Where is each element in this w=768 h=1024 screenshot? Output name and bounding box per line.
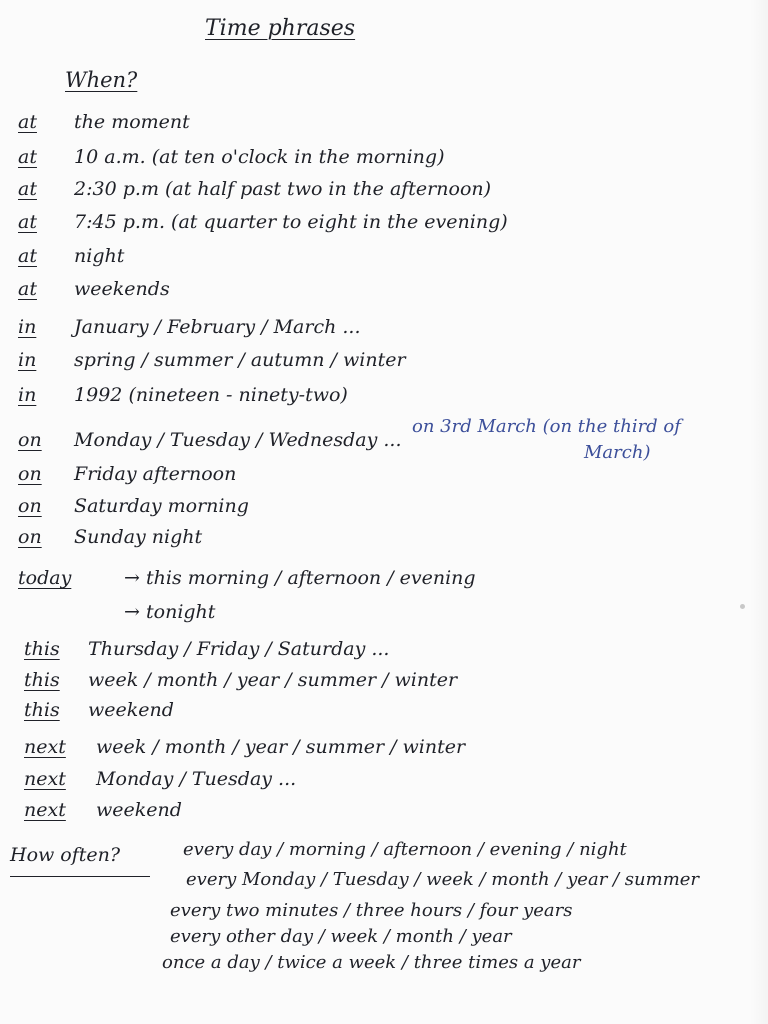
list-item — [18, 210, 508, 234]
keyword: on — [18, 429, 42, 451]
phrase: January / February / March ... — [74, 316, 361, 338]
phrase: weekend — [88, 699, 174, 721]
frequency-phrase: once a day / twice a week / three times a year — [162, 952, 581, 973]
phrase: Friday afternoon — [74, 463, 237, 485]
list-item — [162, 951, 580, 975]
keyword: in — [18, 384, 37, 406]
keyword: at — [18, 146, 37, 168]
list-item — [24, 735, 465, 759]
list-item — [170, 925, 512, 949]
phrase: Monday / Tuesday ... — [96, 768, 297, 790]
list-item — [18, 383, 348, 407]
keyword: next — [24, 736, 66, 758]
keyword: at — [18, 178, 37, 200]
phrase: → tonight — [124, 601, 216, 623]
keyword: at — [18, 278, 37, 300]
keyword: next — [24, 799, 66, 821]
page-edge — [750, 0, 768, 1024]
keyword: next — [24, 768, 66, 790]
keyword: on — [18, 495, 42, 517]
phrase: 2:30 p.m (at half past two in the afternoon) — [74, 178, 492, 200]
list-item — [18, 110, 190, 134]
phrase: 1992 (nineteen - ninety-two) — [74, 384, 348, 406]
phrase: the moment — [74, 111, 190, 133]
frequency-phrase: every other day / week / month / year — [170, 926, 512, 947]
phrase: week / month / year / summer / winter — [96, 736, 466, 758]
margin-note-line-1: on 3rd March (on the third of — [412, 416, 681, 437]
keyword: on — [18, 463, 42, 485]
when-heading: When? — [65, 68, 138, 92]
list-item — [18, 315, 361, 339]
list-item — [24, 698, 174, 722]
list-item — [18, 494, 249, 518]
phrase: → this morning / afternoon / evening — [124, 567, 476, 589]
list-item — [183, 838, 627, 862]
phrase: 10 a.m. (at ten o'clock in the morning) — [74, 146, 445, 168]
phrase: spring / summer / autumn / winter — [74, 349, 406, 371]
list-item — [18, 600, 215, 624]
list-item — [24, 668, 457, 692]
list-item — [24, 637, 389, 661]
phrase: Saturday morning — [74, 495, 249, 517]
paper-speck — [740, 604, 745, 609]
how-often-heading — [10, 842, 120, 868]
keyword: in — [18, 316, 37, 338]
phrase: Monday / Tuesday / Wednesday ... — [74, 429, 402, 451]
phrase: Sunday night — [74, 526, 203, 548]
frequency-phrase: every two minutes / three hours / four years — [170, 900, 573, 921]
list-item — [24, 798, 182, 822]
margin-note — [412, 414, 732, 466]
list-item — [18, 566, 476, 590]
page-title: Time phrases — [205, 16, 356, 41]
list-item — [18, 277, 170, 301]
phrase: week / month / year / summer / winter — [88, 669, 458, 691]
phrase: Thursday / Friday / Saturday ... — [88, 638, 390, 660]
list-item — [18, 177, 491, 201]
list-item — [18, 145, 444, 169]
keyword: this — [24, 669, 60, 691]
frequency-phrase: every day / morning / afternoon / evening / night — [183, 839, 627, 860]
list-item — [18, 348, 406, 372]
margin-note-line-2: March) — [584, 442, 651, 463]
heading-underline — [10, 876, 150, 877]
keyword: at — [18, 211, 37, 233]
list-item — [18, 525, 202, 549]
how-often-heading-text: How often? — [10, 844, 121, 866]
phrase: weekend — [96, 799, 182, 821]
list-item — [24, 767, 296, 791]
frequency-phrase: every Monday / Tuesday / week / month / year / summer — [186, 869, 700, 890]
phrase: weekends — [74, 278, 170, 300]
keyword: this — [24, 638, 60, 660]
keyword: on — [18, 526, 42, 548]
list-item — [170, 899, 572, 923]
keyword: this — [24, 699, 60, 721]
phrase: night — [74, 245, 125, 267]
keyword: at — [18, 245, 37, 267]
keyword: at — [18, 111, 37, 133]
phrase: 7:45 p.m. (at quarter to eight in the evening) — [74, 211, 508, 233]
keyword: in — [18, 349, 37, 371]
list-item — [186, 868, 699, 892]
list-item — [18, 244, 124, 268]
list-item — [18, 462, 236, 486]
keyword: today — [18, 567, 72, 589]
list-item — [18, 428, 402, 452]
